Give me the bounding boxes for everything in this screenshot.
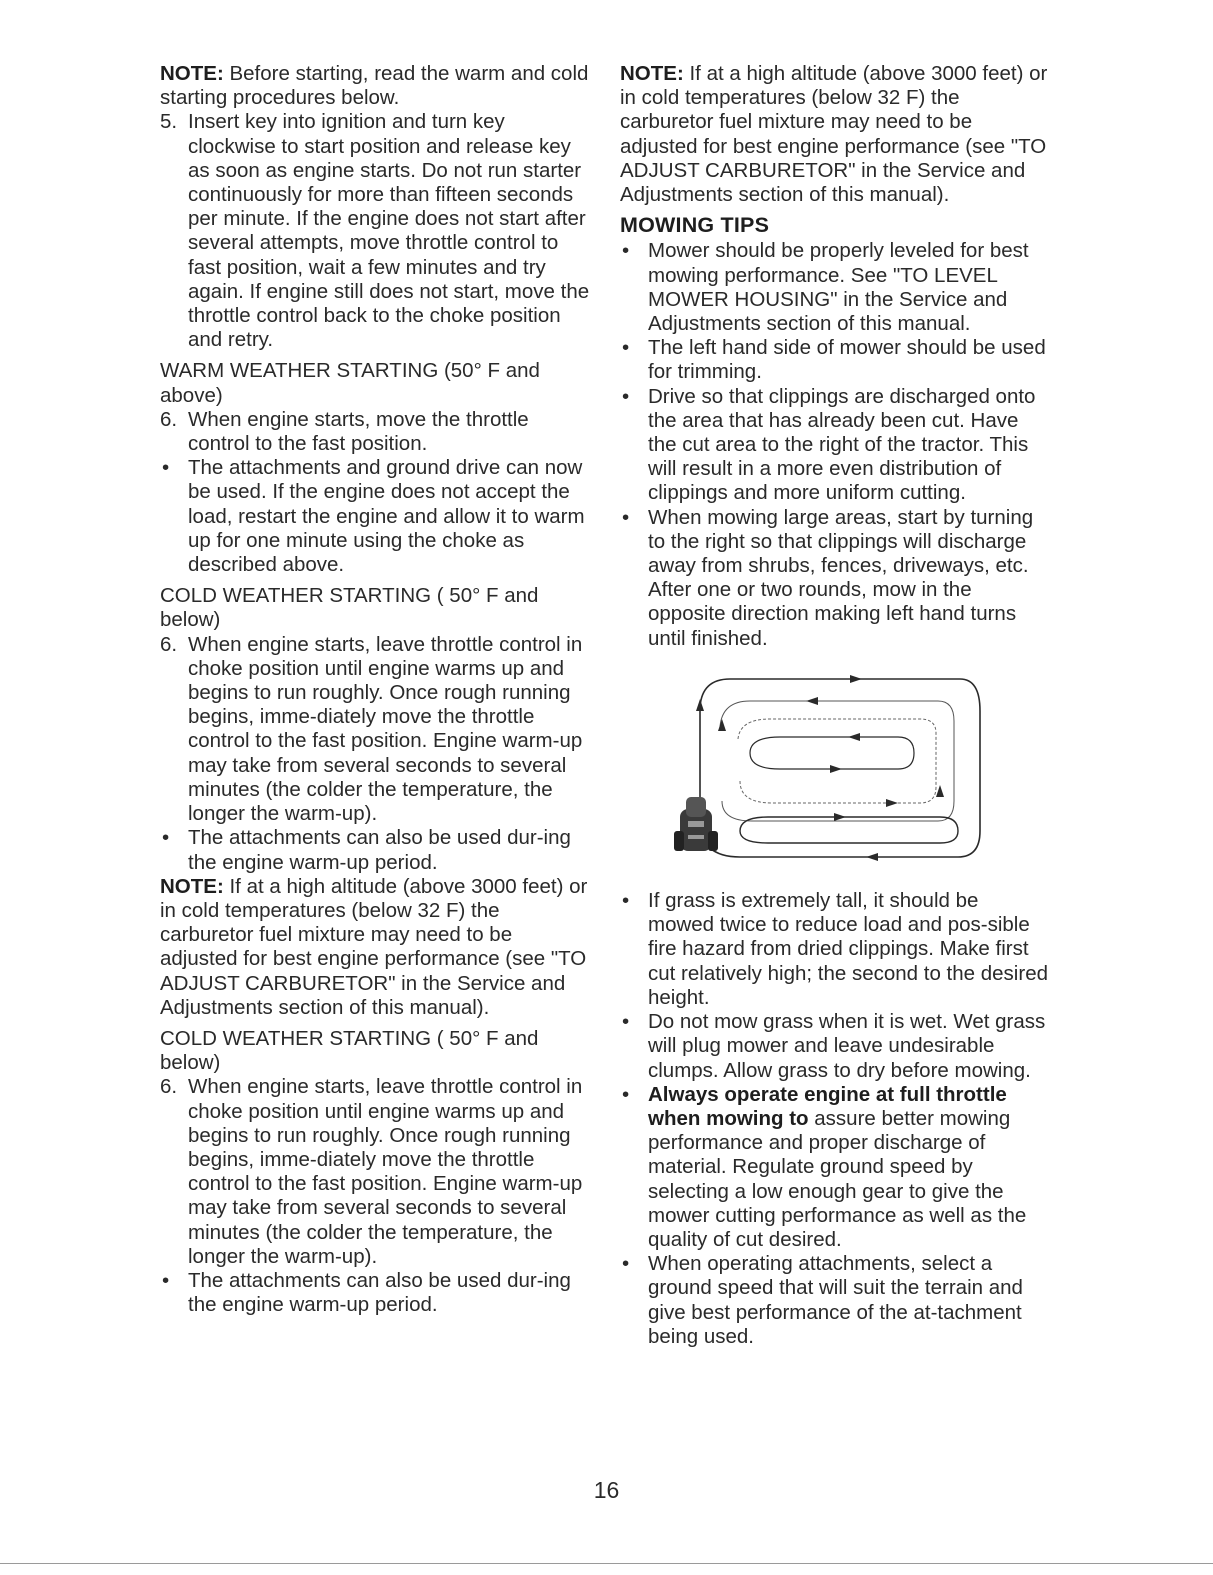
arrow-right-icon <box>834 813 846 821</box>
arrow-right-icon <box>850 675 862 683</box>
mowing-tips-heading: MOWING TIPS <box>620 213 770 238</box>
step-text: When engine starts, leave throttle control in choke position until engine warms up and begins to run roughly. Once rough running begins, imme-diately move the throttle control to the fast position. Engine warm-up may take from several seconds to several minutes (the colder the temperature, the longer the warm-up). <box>188 1075 583 1268</box>
mowing-tip <box>620 385 1050 506</box>
note-before-starting <box>160 62 590 110</box>
arrow-left-icon <box>848 733 860 741</box>
outer-mowing-path <box>700 679 980 857</box>
note-label: NOTE: <box>160 874 224 898</box>
bullet-text: Drive so that clippings are discharged onto the area that has already been cut. Have the cut area to the right of the tractor. This will result in a more even distribution of clippings and more uniform cutting. <box>648 384 1036 505</box>
mowing-tip <box>620 1010 1050 1083</box>
bullet-text: Mower should be properly leveled for best mowing performance. See "TO LEVEL MOWER HOUSING" in the Service and Adjustments section of this manual. <box>648 239 1029 336</box>
bullet-icon: • <box>162 456 170 480</box>
bullet-text: The attachments can also be used dur-ing the engine warm-up period. <box>188 1268 571 1317</box>
bullet-text: The left hand side of mower should be used for trimming. <box>648 336 1046 384</box>
center-mowing-path <box>750 737 914 769</box>
step-number: 5. <box>160 110 178 134</box>
step-text: When engine starts, leave throttle control in choke position until engine warms up and begins to run roughly. Once rough running begins, imme-diately move the throttle control to the fast position. Engine warm-up may take from several seconds to several minutes (the colder the temperature, the longer the warm-up). <box>188 632 583 826</box>
bullet-text: Do not mow grass when it is wet. Wet grass will plug mower and leave undesirable clumps. Allow grass to dry before mowing. <box>648 1010 1046 1082</box>
bold-text: Always operate engine at full throttle when mowing to <box>648 1082 1007 1130</box>
cold-step-6-a <box>160 633 590 827</box>
step-text: When engine starts, move the throttle control to the fast position. <box>188 407 529 456</box>
right-column <box>620 62 1050 1349</box>
bullet-icon: • <box>162 826 170 850</box>
lawn-tractor-icon <box>674 797 718 851</box>
note-high-altitude-right <box>620 62 1050 207</box>
bullet-icon: • <box>622 505 630 529</box>
mowing-tip <box>620 336 1050 384</box>
bullet-icon: • <box>622 384 630 408</box>
bullet-icon: • <box>622 336 630 360</box>
arrow-right-icon <box>886 799 898 807</box>
mowing-tip <box>620 506 1050 651</box>
step-number: 6. <box>160 1075 178 1099</box>
arrow-up-icon <box>936 785 944 797</box>
arrow-left-icon <box>806 697 818 705</box>
bullet-text <box>648 1083 1050 1252</box>
arrow-up-icon <box>696 699 704 711</box>
mowing-tip-full-throttle <box>620 1083 1050 1252</box>
bullet-icon: • <box>622 239 630 263</box>
bullet-icon: • <box>622 1082 630 1106</box>
left-column <box>160 62 590 1317</box>
cold-weather-heading-2: COLD WEATHER STARTING ( 50° F and below) <box>160 1026 539 1075</box>
warm-bullet <box>160 456 590 577</box>
bullet-text: The attachments can also be used dur-ing the engine warm-up period. <box>188 826 571 874</box>
step-5 <box>160 110 590 352</box>
bullet-icon: • <box>162 1268 170 1292</box>
bullet-text: When operating attachments, select a ground speed that will suit the terrain and give best performance of the at-tachment being used. <box>648 1252 1023 1348</box>
note-label: NOTE: <box>620 62 684 85</box>
warm-weather-heading: WARM WEATHER STARTING (50° F and above) <box>160 359 540 407</box>
mowing-pattern-diagram <box>640 671 990 861</box>
bullet-text: When mowing large areas, start by turning to the right so that clippings will discharge away from shrubs, fences, driveways, etc. After one or two rounds, mow in the opposite direction making left hand turns until finished. <box>648 505 1034 650</box>
bullet-icon: • <box>622 889 630 913</box>
step-number: 6. <box>160 632 178 656</box>
cold-bullet-b <box>160 1269 590 1317</box>
page-number: 16 <box>593 1477 620 1503</box>
cold-bullet-a <box>160 826 590 874</box>
mowing-tip <box>620 239 1050 336</box>
note-text: Before starting, read the warm and cold starting procedures below. <box>160 62 589 110</box>
regular-text: assure better mowing performance and proper discharge of material. Regulate ground speed by selecting a low enough gear to give the mower cutting performance as well as the quality of cut desired. <box>648 1106 1027 1251</box>
arrow-up-icon <box>718 719 726 731</box>
note-label: NOTE: <box>160 62 224 85</box>
bullet-text: The attachments and ground drive can now be used. If the engine does not accept the load, restart the engine and allow it to warm up for one minute using the choke as described above. <box>188 456 585 577</box>
note-text: If at a high altitude (above 3000 feet) or in cold temperatures (below 32 F) the carburetor fuel mixture may need to be adjusted for best engine performance (see "TO ADJUST CARBURETOR" in the Service and Adjustments section of this manual). <box>620 62 1048 207</box>
mowing-tip <box>620 889 1050 1010</box>
cold-step-6-b <box>160 1075 590 1269</box>
warm-step-6 <box>160 408 590 456</box>
mowing-tip <box>620 1252 1050 1349</box>
bullet-icon: • <box>622 1010 630 1034</box>
step-number: 6. <box>160 407 178 431</box>
note-high-altitude <box>160 875 590 1020</box>
arrow-right-icon <box>830 765 842 773</box>
arrow-left-icon <box>866 853 878 861</box>
note-text: If at a high altitude (above 3000 feet) or in cold temperatures (below 32 F) the carburetor fuel mixture may need to be adjusted for best engine performance (see "TO ADJUST CARBURETOR" in the Service and Adjustments section of this manual). <box>160 874 588 1019</box>
bullet-icon: • <box>622 1252 630 1276</box>
inner-mowing-path <box>738 719 936 803</box>
step-text: Insert key into ignition and turn key clockwise to start position and release key as soon as engine starts. Do not run starter continuously for more than fifteen seconds per minute. If the engine does not start after several attempts, move throttle control to fast position, wait a few minutes and try again. If engine still does not start, move the throttle control back to the choke position and retry. <box>188 110 590 352</box>
cold-weather-heading-1: COLD WEATHER STARTING ( 50° F and below) <box>160 584 539 632</box>
bullet-text: If grass is extremely tall, it should be mowed twice to reduce load and pos-sible fire hazard from dried clippings. Make first cut relatively high; the second to the desired height. <box>648 889 1048 1009</box>
bottom-divider <box>0 1563 1213 1564</box>
